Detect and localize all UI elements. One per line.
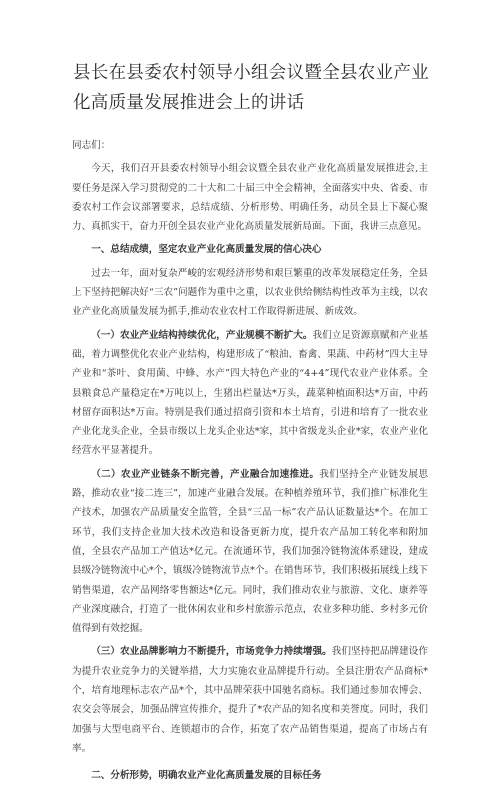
section-1-item-3 bbox=[72, 642, 428, 758]
item-3-text: 我们坚持把品牌建设作为提升农业竞争力的关键举措，大力实施农业品牌提升行动。全县注册农产品商标*个，培育地理标志农产品*个，其中品牌荣获中国驰名商标。我们通过参加农博会、农交会等展会，加强品牌宣传推介，提升了*农产品的知名度和美誉度。同时，我们加强与大型电商平台、连锁超市的合作，拓宽了农产品销售渠道，提高了市场占有率。 bbox=[72, 646, 429, 754]
item-2-text: 我们坚持全产业链发展思路，推动农业“接二连三”，加速产业融合发展。在种植养殖环节，我们推广标准化生产技术，加强农产品质量安全监管，全县“三品一标”农产品认证数量达*个。在加工环节，我们支持企业加大技术改造和设备更新力度，提升农产品加工转化率和附加值，全县农产品加工产值达*亿元。在流通环节，我们加强冷链物流体系建设，建成县级冷链物流中心*个，镇级冷链物流节点*个。在销售环节，我们积极拓展线上线下销售渠道，农产品网络零售额达*亿元。同时，我们推动农业与旅游、文化、康养等产业深度融合，打造了一批休闲农业和乡村旅游示范点，农业多种功能、乡村多元价值得到有效挖掘。 bbox=[72, 468, 429, 635]
section-1-heading: 一、总结成绩，坚定农业产业化高质量发展的信心决心 bbox=[91, 244, 322, 256]
document-title: 县长在县委农村领导小组会议暨全县农业产业化高质量发展推进会上的讲话 bbox=[73, 63, 429, 113]
item-2-lead: （二）农业产业链条不断完善，产业融合加速推进。 bbox=[91, 468, 320, 480]
item-1-lead: （一）农业产业结构持续优化，产业规模不断扩大。 bbox=[91, 329, 313, 341]
section-1-intro: 过去一年，面对复杂严峻的宏观经济形势和艰巨繁重的改革发展稳定任务，全县上下坚持把解决好“三农”问题作为重中之重，以农业供给侧结构性改革为主线，以农业产业化高质量发展为抓手,推动农业农村工作取得新进展、新成效。 bbox=[72, 267, 428, 318]
item-3-lead: （三）农业品牌影响力不断提升，市场竞争力持续增强。 bbox=[91, 646, 332, 658]
section-2-heading: 二、分析形势，明确农业产业化高质量发展的目标任务 bbox=[91, 770, 322, 782]
greeting: 同志们： bbox=[72, 140, 111, 151]
section-1-item-1 bbox=[72, 326, 428, 461]
section-1-item-2 bbox=[72, 465, 428, 639]
item-1-text: 我们立足资源禀赋和产业基础，着力调整优化农业产业结构，构建形成了“粮油、畜禽、果蔬、中药材”四大主导产业和“茶叶、食用菌、中蜂、水产”四大特色产业的“4+4”现代农业产业体系。全县粮食总产量稳定在*万吨以上，生猪出栏量达*万头，蔬菜种植面积达*万亩，中药材留存面积达*万亩。特别是我们通过招商引资和本土培育，引进和培育了一批农业产业化龙头企业，全县市级以上龙头企业达*家，其中省级龙头企业*家，农业产业化经营水平显著提升。 bbox=[72, 329, 429, 457]
document-body bbox=[72, 136, 428, 790]
intro-paragraph: 今天，我们召开县委农村领导小组会议暨全县农业产业化高质量发展推进会,主要任务是深入学习贯彻党的二十大和二十届三中全会精神，全面落实中央、省委、市委农村工作会议部署要求，总结成绩、分析形势、明确任务，动员全县上下凝心聚力、真抓实干，奋力开创全县农业产业化高质量发展新局面。下面，我讲三点意见。 bbox=[72, 163, 428, 233]
